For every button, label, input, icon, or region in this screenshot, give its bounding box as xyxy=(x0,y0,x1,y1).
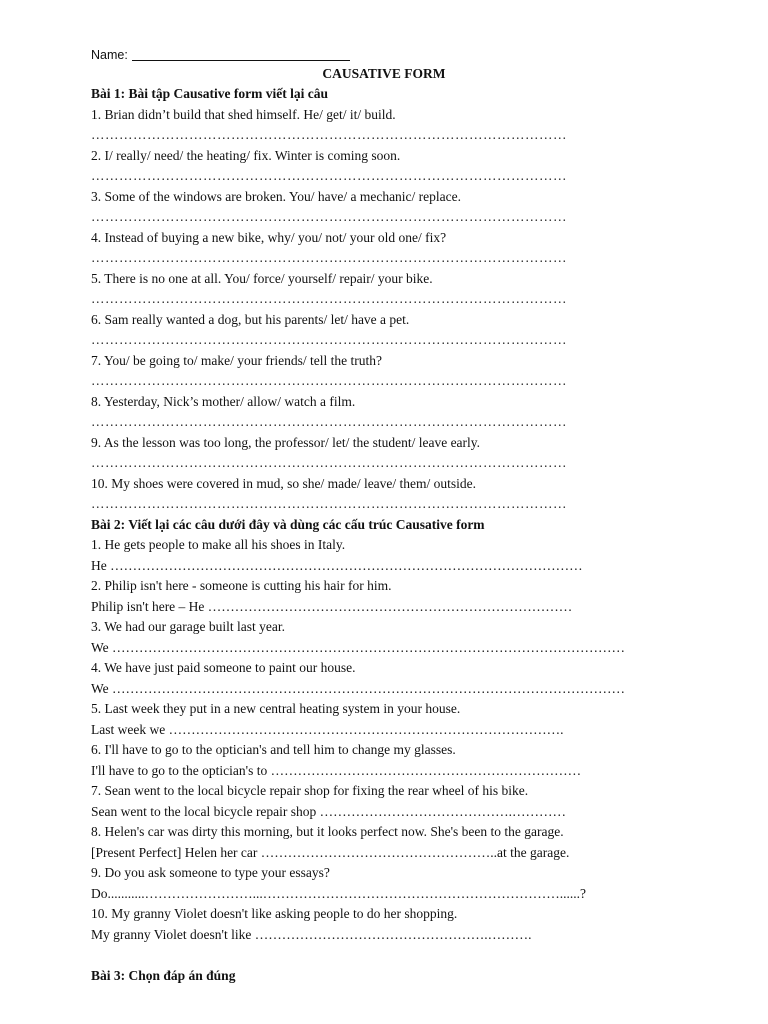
section2-heading: Bài 2: Viết lại các câu dưới đây và dùng các cấu trúc Causative form xyxy=(91,516,485,532)
s1-q5-text: 5. There is no one at all. You/ force/ yourself/ repair/ your bike. xyxy=(91,270,433,286)
s1-q6-text: 6. Sam really wanted a dog, but his parents/ let/ have a pet. xyxy=(91,311,410,327)
s1-q5-answer[interactable]: ………………………………………………………………………………………… xyxy=(91,291,567,306)
s1-q9-answer[interactable]: ………………………………………………………………………………………… xyxy=(91,455,567,470)
s1-q10-text: 10. My shoes were covered in mud, so she/ made/ leave/ them/ outside. xyxy=(91,475,477,491)
s2-q7-text: 7. Sean went to the local bicycle repair shop for fixing the rear wheel of his bike. xyxy=(91,783,529,798)
section-spacer xyxy=(91,945,691,966)
s2-q2-answer[interactable]: Philip isn't here – He ……………………………………………………………………… xyxy=(91,598,573,614)
page-title: CAUSATIVE FORM xyxy=(322,66,446,81)
s2-q4-text: 4. We have just paid someone to paint our house. xyxy=(91,660,356,675)
s1-q2-answer[interactable]: ………………………………………………………………………………………… xyxy=(91,168,567,183)
s1-q8-answer[interactable]: ………………………………………………………………………………………… xyxy=(91,414,567,429)
s1-q9-text: 9. As the lesson was too long, the professor/ let/ the student/ leave early. xyxy=(91,434,481,450)
s2-q8-answer[interactable]: [Present Perfect] Helen her car ……………………………………………..at the garage. xyxy=(91,844,570,860)
s2-q1-answer[interactable]: He …………………………………………………………………………………………… xyxy=(91,557,583,573)
s2-q4-answer[interactable]: We …………………………………………………………………………………………………… xyxy=(91,680,626,696)
s2-q9-text: 9. Do you ask someone to type your essays? xyxy=(91,865,330,880)
s2-q5-text: 5. Last week they put in a new central heating system in your house. xyxy=(91,701,461,716)
name-blank-line[interactable] xyxy=(132,46,350,61)
worksheet-content xyxy=(91,84,691,986)
s2-q5-answer[interactable]: Last week we ……………………………………………………………………………. xyxy=(91,721,564,737)
s1-q4-text: 4. Instead of buying a new bike, why/ you/ not/ your old one/ fix? xyxy=(91,229,447,245)
s2-q10-answer[interactable]: My granny Violet doesn't like …………………………………………….………. xyxy=(91,926,532,942)
s2-q6-text: 6. I'll have to go to the optician's and tell him to change my glasses. xyxy=(91,742,456,757)
s2-q7-answer[interactable]: Sean went to the local bicycle repair shop …………………………………….………… xyxy=(91,803,567,819)
s1-q2-text: 2. I/ really/ need/ the heating/ fix. Winter is coming soon. xyxy=(91,147,401,163)
s2-q6-answer[interactable]: I'll have to go to the optician's to …………………………………………………………… xyxy=(91,762,582,778)
s2-q1-text: 1. He gets people to make all his shoes in Italy. xyxy=(91,537,346,552)
name-row xyxy=(91,45,350,66)
s1-q10-answer[interactable]: ………………………………………………………………………………………… xyxy=(91,496,567,511)
s1-q7-answer[interactable]: ………………………………………………………………………………………… xyxy=(91,373,567,388)
s1-q4-answer[interactable]: ………………………………………………………………………………………… xyxy=(91,250,567,265)
name-label: Name: xyxy=(91,48,128,62)
s1-q1-text: 1. Brian didn’t build that shed himself. He/ get/ it/ build. xyxy=(91,106,396,122)
s1-q8-text: 8. Yesterday, Nick’s mother/ allow/ watch a film. xyxy=(91,393,356,409)
s2-q10-text: 10. My granny Violet doesn't like asking people to do her shopping. xyxy=(91,906,458,921)
s1-q3-answer[interactable]: ………………………………………………………………………………………… xyxy=(91,209,567,224)
s2-q2-text: 2. Philip isn't here - someone is cutting his hair for him. xyxy=(91,578,392,593)
s1-q6-answer[interactable]: ………………………………………………………………………………………… xyxy=(91,332,567,347)
s2-q8-text: 8. Helen's car was dirty this morning, but it looks perfect now. She's been to the garage. xyxy=(91,824,564,839)
s1-q3-text: 3. Some of the windows are broken. You/ have/ a mechanic/ replace. xyxy=(91,188,462,204)
section1-heading: Bài 1: Bài tập Causative form viết lại câu xyxy=(91,86,328,101)
s2-q3-text: 3. We had our garage built last year. xyxy=(91,619,285,634)
s1-q7-text: 7. You/ be going to/ make/ your friends/ tell the truth? xyxy=(91,352,382,368)
s2-q3-answer[interactable]: We …………………………………………………………………………………………………… xyxy=(91,639,626,655)
s1-q1-answer[interactable]: ………………………………………………………………………………………… xyxy=(91,127,567,142)
section3-heading: Bài 3: Chọn đáp án đúng xyxy=(91,967,236,983)
s2-q9-answer[interactable]: Do...........……………………...…………………………………………………………......? xyxy=(91,885,586,901)
